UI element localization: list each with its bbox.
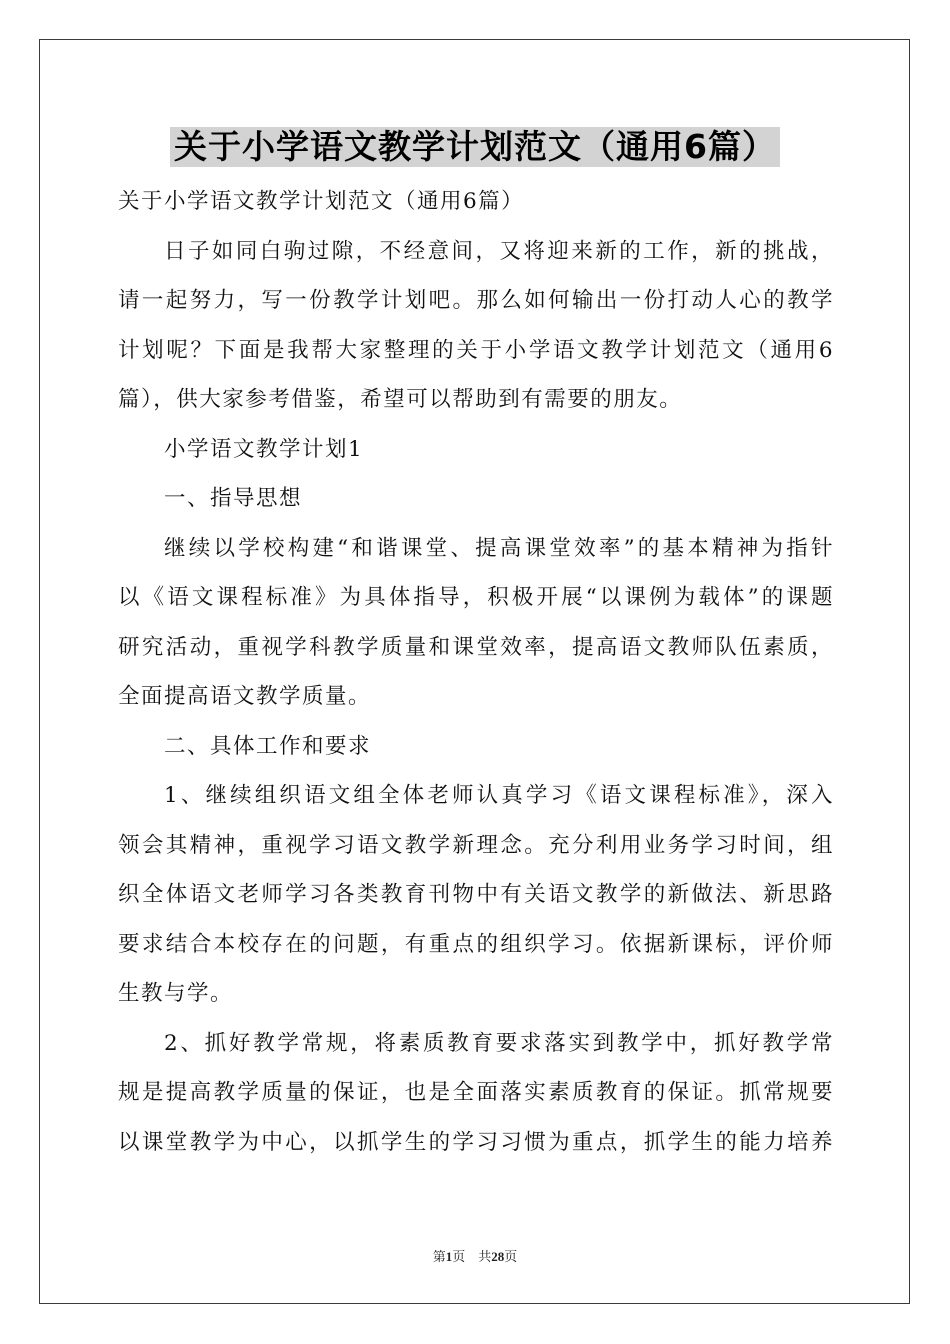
paragraph-line: 规是提高教学质量的保证，也是全面落实素质教育的保证。抓常规要 — [118, 1080, 834, 1105]
document-body — [118, 177, 834, 1167]
paragraph-line: 领会其精神，重视学习语文教学新理念。充分利用业务学习时间，组 — [118, 832, 834, 858]
page-number-mid: 页 共 — [452, 1249, 492, 1264]
page-number-total: 28 — [491, 1249, 505, 1264]
section-heading: 二、具体工作和要求 — [164, 733, 372, 759]
paragraph-line: 全面提高语文教学质量。 — [118, 684, 372, 709]
paragraph-line: 2、抓好教学常规，将素质教育要求落实到教学中，抓好教学常 — [164, 1030, 834, 1056]
subtitle-line: 关于小学语文教学计划范文（通用6篇） — [118, 189, 525, 214]
paragraph-line: 1、继续组织语文组全体老师认真学习《语文课程标准》，深入 — [164, 783, 834, 808]
paragraph-line: 以课堂教学为中心，以抓学生的学习习惯为重点，抓学生的能力培养 — [118, 1129, 834, 1155]
page-number-current: 1 — [445, 1249, 453, 1264]
paragraph-line: 继续以学校构建“和谐课堂、提高课堂效率”的基本精神为指针 — [164, 535, 834, 561]
document-title: 关于小学语文教学计划范文（通用6篇） — [170, 127, 780, 167]
paragraph-line: 篇），供大家参考借鉴，希望可以帮助到有需要的朋友。 — [118, 387, 683, 412]
section-heading: 一、指导思想 — [164, 486, 303, 511]
paragraph-line: 织全体语文老师学习各类教育刊物中有关语文教学的新做法、新思路 — [118, 882, 834, 907]
title-container — [0, 127, 950, 167]
paragraph-line: 日子如同白驹过隙，不经意间，又将迎来新的工作，新的挑战， — [164, 238, 834, 264]
paragraph-line: 请一起努力，写一份教学计划吧。那么如何输出一份打动人心的教学 — [118, 288, 834, 313]
paragraph-line: 研究活动，重视学科教学质量和课堂效率，提高语文教师队伍素质， — [118, 634, 834, 660]
paragraph-line: 计划呢？下面是我帮大家整理的关于小学语文教学计划范文（通用6 — [118, 337, 834, 363]
page-footer — [0, 1246, 950, 1265]
section-heading: 小学语文教学计划1 — [164, 436, 364, 462]
page-number-suffix: 页 — [504, 1249, 518, 1264]
paragraph-line: 要求结合本校存在的问题，有重点的组织学习。依据新课标，评价师 — [118, 931, 834, 957]
paragraph-line: 以《语文课程标准》为具体指导，积极开展“以课例为载体”的课题 — [118, 585, 834, 610]
page-number-prefix: 第 — [432, 1249, 446, 1264]
paragraph-line: 生教与学。 — [118, 981, 234, 1006]
